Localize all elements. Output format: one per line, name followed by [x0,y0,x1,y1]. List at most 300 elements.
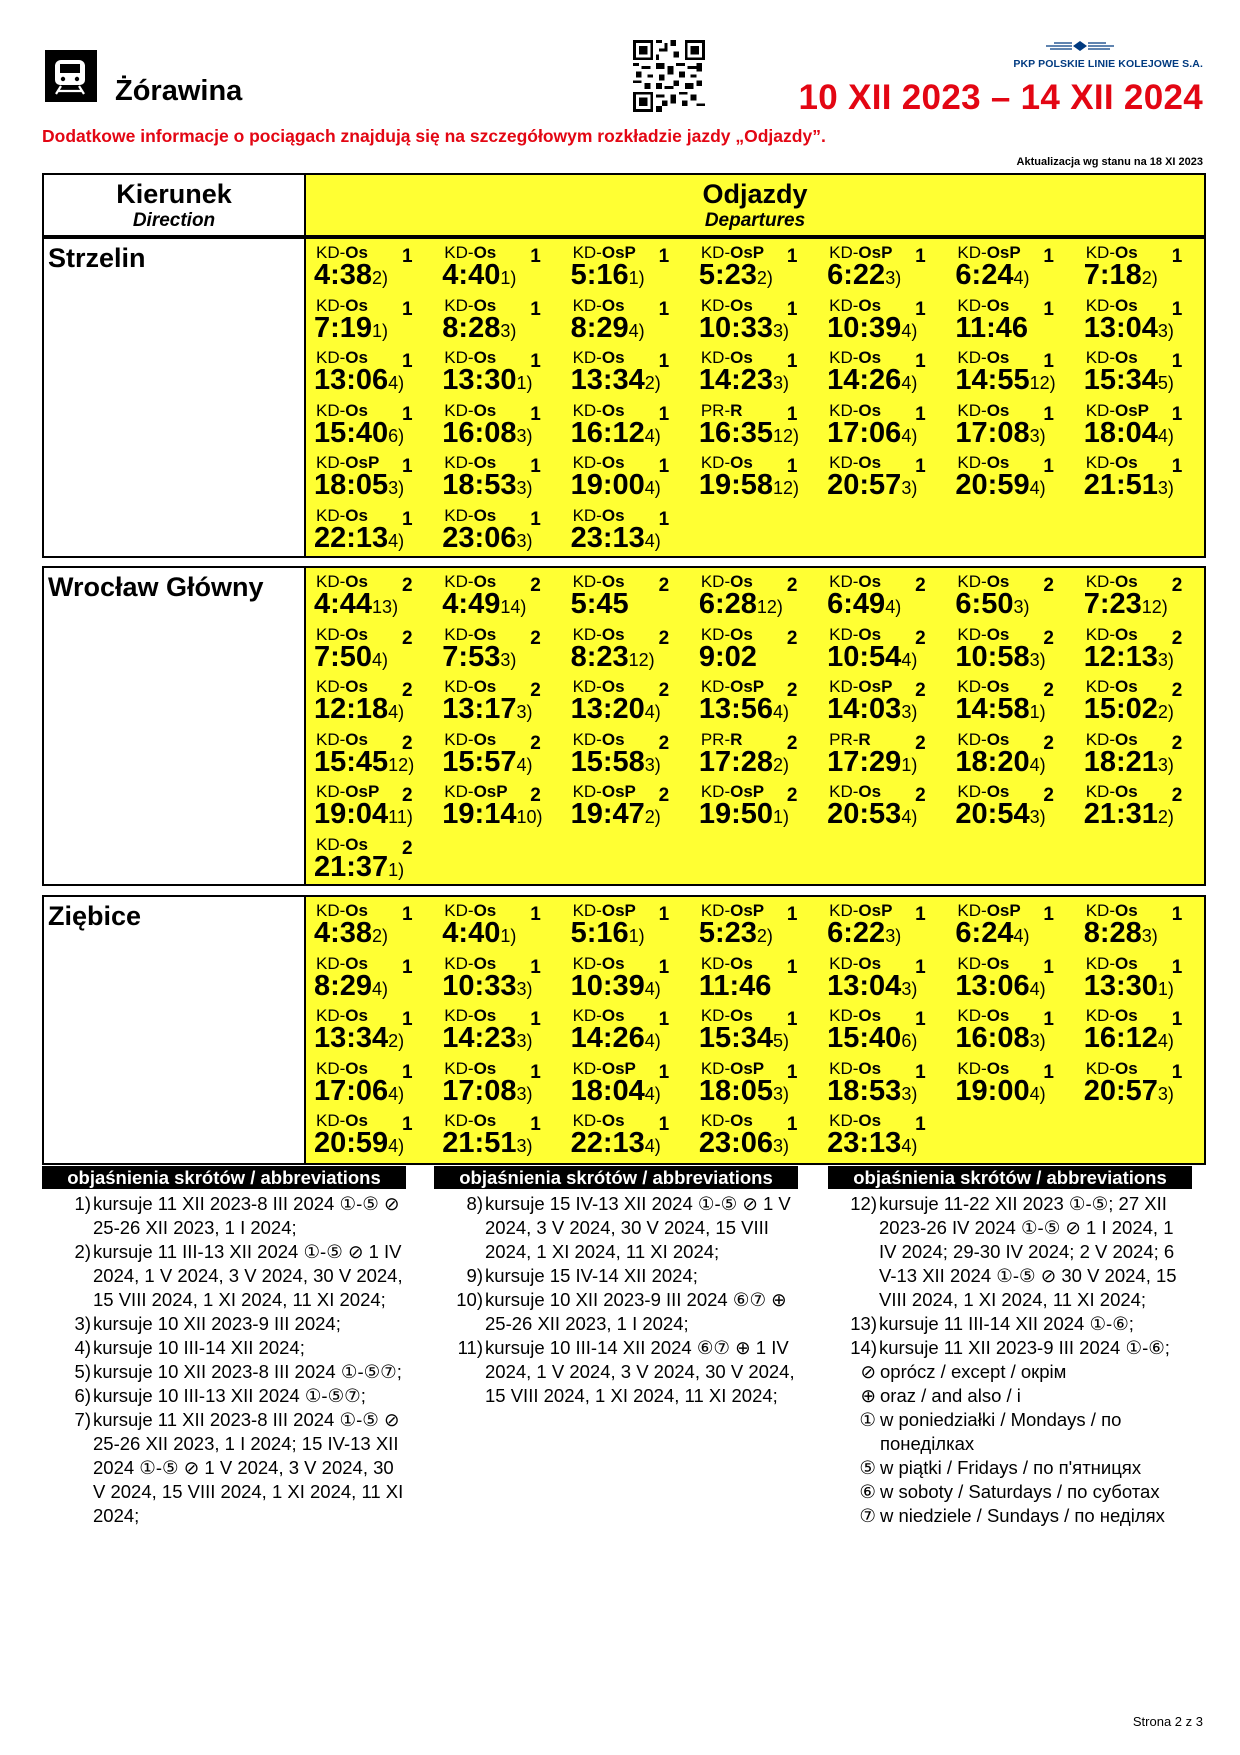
departure-time-line [1084,469,1174,504]
train-icon [45,50,97,102]
footnote-number: 10) [456,1289,483,1310]
platform-number: 1 [1171,1009,1183,1030]
category-code: OsP [473,782,508,801]
platform-number: 2 [402,837,413,859]
departure-time-line [955,970,1045,1005]
platform-number: 1 [1043,956,1054,978]
operator-code: KD- [572,1006,602,1025]
departure-entry [691,1007,819,1060]
update-note: Aktualizacja wg stanu na 18 XI 2023 [1016,156,1203,168]
departure-entry [1076,244,1204,297]
platform-number: 1 [915,956,926,978]
departure-entry [691,402,819,455]
operator-code: KD- [829,572,859,591]
footnote-ref: 4) [644,702,661,722]
operator-code: KD- [444,953,474,973]
category-code: OsP [858,901,893,920]
departure-time-line [1084,970,1174,1005]
category-code: Os [1114,1058,1138,1078]
category-code: OsP [986,243,1021,262]
operator-code: KD- [829,1058,859,1078]
platform-number: 1 [530,1009,541,1030]
departure-time: 23:13 [570,521,645,554]
departure-time: 7:53 [442,640,501,673]
footnote-ref: 2) [644,373,661,393]
platform-number: 1 [658,1061,670,1083]
footnote-text: kursuje 10 III-13 XII 2024 ①-⑤⑦; [93,1385,366,1406]
platform-number: 1 [1043,298,1054,320]
departure-time-line [827,1075,917,1110]
departure-entry [947,902,1075,955]
departure-time: 7:19 [314,311,373,344]
footnote-number: 13) [850,1313,877,1334]
departure-time-line [314,693,404,728]
platform-number: 1 [402,298,413,320]
departure-time-line [827,469,917,504]
operator-code: KD- [444,1058,474,1078]
departure-time-line [571,417,661,452]
platform-number: 1 [786,1114,798,1135]
category-code: Os [345,624,368,644]
departure-time: 13:30 [442,364,517,396]
departure-time: 16:12 [570,416,645,449]
departure-time: 15:45 [314,745,389,778]
departure-time-line [699,1022,789,1057]
platform-number: 1 [915,403,926,425]
operator-code: KD- [444,295,474,315]
category-code: Os [601,1006,625,1025]
legend-item [828,1504,1192,1528]
footnote-item [42,1336,406,1360]
departure-entry [691,1060,819,1113]
platform-number: 1 [915,351,926,372]
footnote-text: kursuje 10 III-14 XII 2024 ⑥⑦ ⊕ 1 IV 2024, 1 V 2024, 3 V 2024, 30 V 2024, 15 VIII 2024, 1 XI 2024, 11 XI 2024; [485,1337,795,1406]
platform-number: 1 [530,246,541,267]
platform-number: 2 [530,575,541,596]
footnote-ref: 4) [885,597,902,617]
departure-time: 13:17 [442,693,517,725]
departure-time: 16:35 [698,416,774,449]
departure-entry [306,783,434,836]
departure-time-line [314,746,414,781]
operator-code: KD- [829,1111,859,1130]
platform-number: 1 [1171,351,1183,372]
footnote-ref: 4) [388,1083,405,1104]
departure-time-line [314,1075,404,1110]
category-code: Os [1114,243,1138,262]
departure-time-line [442,469,532,504]
departure-entry [434,626,562,679]
departure-entry [434,902,562,955]
operator-code: KD- [316,624,346,644]
category-code: Os [986,782,1010,801]
footnote-ref: 3) [773,373,790,393]
departure-entry [819,1060,947,1113]
departure-time-line [827,364,917,399]
departure-time: 18:05 [314,469,389,501]
category-code: Os [858,295,882,315]
footnote-text: kursuje 15 IV-14 XII 2024; [485,1265,698,1286]
departure-time-line [314,522,404,557]
departure-time: 17:08 [442,1074,517,1107]
departure-time-line [442,417,532,452]
platform-number: 1 [658,508,670,530]
category-code: Os [986,624,1010,644]
operator-code: KD- [957,677,987,696]
footnote-ref: 3) [773,1136,790,1156]
legend-text: w piątki / Fridays / по п'ятницях [880,1457,1142,1478]
footnote-ref: 3) [516,702,533,722]
footnote-ref: 3) [1013,597,1030,617]
footnote-item [42,1192,406,1240]
footnote-ref: 3) [516,425,533,446]
departure-entry [434,731,562,784]
footnote-text: kursuje 11 III-13 XII 2024 ①-⑤ ⊘ 1 IV 2024, 1 V 2024, 3 V 2024, 30 V 2024, 15 VIII 2024, 1 XI 2024, 11 XI 2024; [93,1241,403,1310]
departure-time-line [571,798,661,833]
category-code: Os [986,953,1010,973]
operator-code: KD- [316,348,346,367]
departure-time: 20:57 [1083,1074,1158,1107]
departure-entry [434,573,562,626]
departure-time-line [1084,588,1168,623]
operator-code: KD- [1085,1058,1115,1078]
footnote-ref: 1) [516,373,533,393]
platform-number: 1 [915,456,926,477]
departure-entry [434,678,562,731]
departure-entry [819,678,947,731]
platform-number: 1 [530,298,541,320]
departure-entry [306,507,434,560]
departure-time: 23:06 [698,1127,774,1159]
category-code: Os [730,572,753,591]
footnote-ref: 1) [388,859,405,880]
operator-code: KD- [1085,243,1115,262]
departure-time-line [442,641,516,676]
platform-number: 1 [1043,1009,1054,1030]
category-code: Os [601,677,625,696]
operator-code: KD- [700,348,731,367]
departure-time: 10:58 [955,640,1030,673]
departure-time-line [955,798,1045,833]
departure-time-line [699,693,789,728]
category-code: Os [730,1111,753,1130]
footnote-ref: 3) [901,478,918,498]
legend-item [828,1408,1192,1456]
platform-number: 2 [915,627,926,649]
platform-number: 1 [1043,403,1054,425]
footnote-ref: 4) [901,1136,918,1156]
departure-time: 15:34 [698,1022,774,1054]
departure-time: 5:45 [570,588,629,620]
footnote-text: kursuje 10 XII 2023-9 III 2024; [93,1313,341,1334]
departure-entry [306,678,434,731]
departure-entry [819,454,947,507]
departure-time-line [1084,417,1174,452]
departure-time: 20:53 [827,798,902,830]
departure-time: 14:58 [955,693,1030,725]
operator-code: KD- [957,729,987,749]
operator-code: KD- [957,572,987,591]
departure-entry [947,1007,1075,1060]
departure-time-line [442,259,516,294]
departure-time: 21:37 [314,850,389,883]
operator-code: KD- [316,834,346,854]
category-code: Os [473,1111,497,1130]
category-code: Os [986,729,1010,749]
platform-number: 1 [402,403,413,425]
platform-number: 2 [786,785,798,806]
section-ziebice [42,895,1206,1165]
departure-entry [563,902,691,955]
operator-code: KD- [829,1006,859,1025]
footnote-item [434,1288,798,1336]
category-code: Os [345,505,368,525]
page-number: Strona 2 z 3 [1132,1714,1203,1729]
departure-time: 18:21 [1083,745,1158,778]
departure-time: 16:08 [955,1022,1030,1054]
legend-symbol-icon: ⊕ [860,1385,876,1406]
footnote-text: kursuje 11 XII 2023-8 III 2024 ①-⑤ ⊘ 25-26 XII 2023, 1 I 2024; 15 IV-13 XII 2024 ①-⑤ ⊘ 1 V 2024, 3 V 2024, 30 V 2024, 15 VIII 2024, 1 XI 2024, 11 XI 2024; [93,1409,404,1526]
footnote-ref: 1) [628,268,645,288]
platform-number: 1 [786,904,798,925]
category-code: Os [730,348,753,367]
category-code: Os [1114,901,1138,920]
footnote-ref: 4) [388,702,405,722]
departure-grid [306,897,1204,1163]
departure-time-line [699,364,789,399]
departure-entry [1076,678,1204,731]
legend-text: w poniedziałki / Mondays / по понеділках [880,1409,1122,1454]
category-code: OsP [858,677,893,696]
operator-code: KD- [444,677,474,696]
departure-entry [691,731,819,784]
category-code: Os [601,624,625,644]
category-code: Os [601,295,625,315]
departure-entry [563,349,691,402]
section-strzelin [42,237,1206,558]
departure-time: 17:08 [955,416,1030,449]
departure-time-line [442,693,532,728]
category-code: Os [473,901,497,920]
departure-time: 10:39 [827,311,902,344]
departure-time-line [699,970,772,1005]
platform-number: 1 [530,1114,541,1135]
category-code: Os [730,953,753,973]
category-code: Os [601,348,625,367]
departure-entry [1076,349,1204,402]
departure-entry [819,731,947,784]
footnote-ref: 2) [1157,807,1174,827]
departure-entry [691,573,819,626]
category-code: Os [345,243,368,262]
departure-time-line [1084,259,1158,294]
departure-time: 21:31 [1083,798,1158,830]
departure-time: 13:04 [1083,311,1158,344]
departure-entry [691,297,819,350]
departure-time-line [314,259,388,294]
operator-code: KD- [1085,901,1115,920]
departure-entry [434,1007,562,1060]
departure-time: 4:49 [442,588,501,620]
platform-number: 2 [1171,575,1183,596]
category-code: Os [1114,1006,1138,1025]
operator-code: KD- [700,453,731,472]
footnote-ref: 1) [1029,702,1046,722]
platform-number: 1 [530,508,541,530]
departure-time: 20:54 [955,798,1030,830]
departure-time: 7:23 [1083,588,1142,620]
footnote-list [434,1192,798,1408]
departure-time-line [314,1022,404,1057]
platform-number: 1 [402,1009,413,1030]
departure-time-line [442,1022,532,1057]
departure-time: 18:53 [442,469,517,501]
platform-number: 2 [658,575,670,596]
footnote-number: 7) [74,1409,91,1430]
operator-code: KD- [444,348,474,367]
departure-time-line [827,970,917,1005]
departure-time: 15:40 [827,1022,902,1054]
operator-code: KD- [316,901,346,920]
category-code: Os [345,348,368,367]
departure-entry [691,626,819,679]
platform-number: 1 [530,904,541,925]
platform-number: 2 [786,680,798,701]
footnote-ref: 12) [773,478,800,498]
legend-text: w soboty / Saturdays / по суботах [880,1481,1160,1502]
departure-entry [819,783,947,836]
platform-number: 1 [1171,956,1183,978]
category-code: Os [473,505,497,525]
operator-code: KD- [572,782,602,801]
footnote-text: kursuje 11 III-14 XII 2024 ①-⑥; [879,1313,1134,1334]
category-code: Os [986,453,1010,472]
departure-entry [1076,1060,1204,1113]
departure-entry [691,902,819,955]
footnote-ref: 1) [628,926,645,946]
footnote-ref: 14) [500,597,527,617]
departure-time: 14:23 [442,1022,517,1054]
legend-symbol-icon: ⑦ [859,1505,876,1526]
footnote-ref: 12) [756,597,783,617]
footnote-ref: 2) [756,926,773,946]
departure-time-line [571,970,661,1005]
footnote-ref: 3) [773,320,790,341]
departure-entry [434,1060,562,1113]
operator-code: KD- [829,348,859,367]
category-code: Os [858,453,882,472]
operator-code: KD- [316,400,346,420]
operator-code: KD- [1085,1006,1115,1025]
departure-time-line [827,588,901,623]
platform-number: 1 [402,904,413,925]
departures-label-en: Departures [704,210,806,231]
category-code: Os [1114,782,1138,801]
departure-time-line [699,312,789,347]
platform-number: 1 [658,1114,670,1135]
operator-code: KD- [957,901,987,920]
category-code: OsP [730,901,765,920]
operator-code: KD- [572,1111,602,1130]
footnote-ref: 3) [901,1083,918,1104]
footnote-ref: 3) [1157,320,1174,341]
footnote-text: kursuje 10 III-14 XII 2024; [93,1337,305,1358]
platform-number: 2 [915,785,926,806]
departure-grid [306,568,1204,884]
category-code: Os [730,624,753,644]
operator-code: KD- [700,572,731,591]
operator-code: KD- [829,953,859,973]
departure-time: 5:16 [570,259,629,291]
platform-number: 1 [915,1114,926,1135]
departure-entry [1076,731,1204,784]
operator-code: KD- [700,677,731,696]
platform-number: 1 [402,508,413,530]
footnote-number: 5) [74,1361,91,1382]
departure-time: 14:03 [827,693,902,725]
departure-entry [563,626,691,679]
footnote-ref: 12) [628,649,655,670]
category-code: Os [1114,729,1138,749]
footnote-ref: 4) [901,649,918,670]
departure-time-line [827,798,917,833]
departure-time-line [699,417,799,452]
departure-time-line [699,588,783,623]
operator-code: KD- [316,729,346,749]
departure-time-line [571,469,661,504]
category-code: Os [1114,348,1138,367]
operator-code: KD- [316,953,346,973]
departure-entry [306,626,434,679]
platform-number: 2 [530,680,541,701]
footnote-item [42,1240,406,1312]
operator-code: KD- [957,348,987,367]
footnote-ref: 10) [516,807,543,827]
departure-entry [306,402,434,455]
departure-time-line [571,693,661,728]
departure-time: 19:14 [442,798,517,830]
departure-entry [306,1060,434,1113]
platform-number: 1 [530,456,541,477]
departure-entry [306,1112,434,1165]
departure-time: 8:28 [1083,917,1142,949]
operator-code: KD- [700,243,731,262]
platform-number: 1 [1171,298,1183,320]
category-code: Os [858,1111,882,1130]
platform-number: 2 [1043,627,1054,649]
departure-time: 7:18 [1083,259,1142,291]
departure-time-line [699,746,789,781]
category-code: Os [473,453,497,472]
operator-code: KD- [444,729,474,749]
departure-time-line [1084,364,1174,399]
category-code: Os [858,782,882,801]
footnote-ref: 2) [773,754,790,775]
operator-name: PKP POLSKIE LINIE KOLEJOWE S.A. [1013,58,1203,70]
qr-code-icon[interactable] [633,40,705,112]
footnote-ref: 4) [644,1031,661,1051]
platform-number: 1 [786,456,798,477]
platform-number: 1 [786,351,798,372]
category-code: OsP [601,782,636,801]
footnote-ref: 1) [901,754,918,775]
footnote-number: 14) [850,1337,877,1358]
departure-entry [1076,783,1204,836]
operator-code: KD- [444,624,474,644]
departure-time: 8:28 [442,311,501,344]
departure-time-line [699,1075,789,1110]
platform-number: 1 [1043,456,1054,477]
